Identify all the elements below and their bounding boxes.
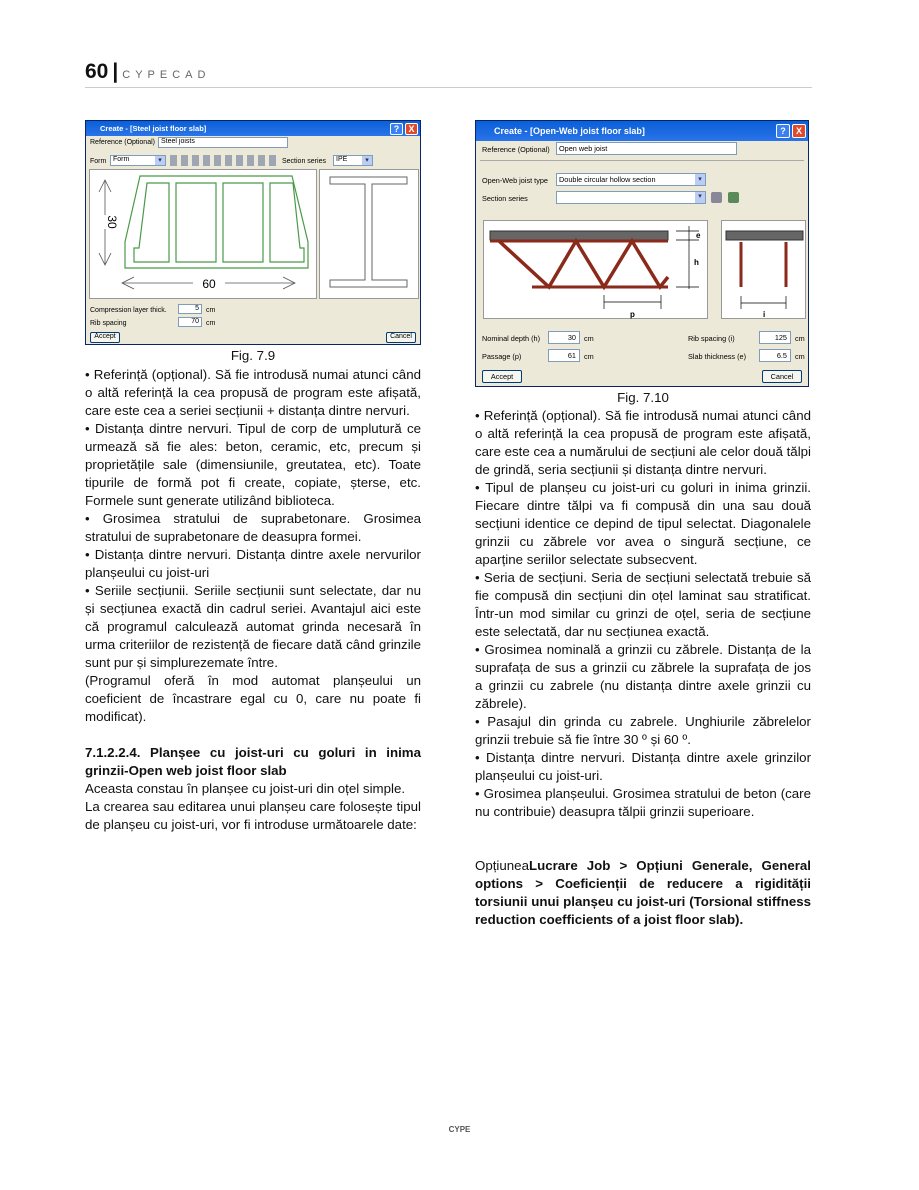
chevron-down-icon: ▾ — [362, 156, 372, 165]
paragraph: • Referință (opțional). Să fie introdusă numai atunci când o altă referință la cea propusă de program este afișată, care este cea a numărului de secțiuni ale celor două tălpi de grindă, seria secțiunii și distanța dintre nervuri. — [475, 408, 811, 477]
joist-type-value: Double circular hollow section — [559, 175, 656, 184]
compression-label: Compression layer thick. — [90, 307, 167, 314]
title-bar — [86, 121, 420, 136]
truss-drawing — [484, 221, 709, 320]
paragraph: Aceasta constau în planșee cu joist-uri din oțel simple. — [85, 781, 406, 796]
compression-unit: cm — [206, 307, 216, 314]
section-series-value: IPE — [336, 156, 348, 163]
passage-unit: cm — [584, 352, 594, 361]
paragraph: • Seria de secțiuni. Seria de secțiuni selectată trebuie să fie compusă din secțiuni din oțel laminat sau stratificat. Într-un mod similar cu grinzi de oțel, seria de secțiune este selectată, dar nu secțiunea exactă. — [475, 570, 811, 639]
paragraph: • Distanța dintre nervuri. Tipul de corp de umplutură ce urmează să fie ales: beton, ceramic, etc, precum și proprietățile sale (dimensiunile, greutatea, etc). Toate tipurile de formă pot fi create, copiate, șterse, etc. Formele sunt generate utilizând biblioteca. — [85, 421, 421, 508]
page-header — [85, 60, 812, 88]
section-series-select[interactable] — [333, 155, 373, 166]
section-series-label: Section series — [482, 194, 528, 203]
label-p: p — [630, 310, 635, 319]
rib-input[interactable]: 70 — [178, 317, 202, 327]
passage-input[interactable]: 61 — [548, 349, 580, 362]
paragraph: • Distanța dintre nervuri. Distanța dintre axele grinzilor planșeului cu joist-uri. — [475, 750, 811, 783]
title-bar — [476, 121, 808, 141]
chevron-down-icon: ▾ — [155, 156, 165, 165]
depth-unit: cm — [584, 334, 594, 343]
truss-elevation — [483, 220, 708, 319]
rib-spacing-unit: cm — [795, 334, 805, 343]
i-beam-drawing — [320, 170, 420, 300]
form-drawing — [90, 170, 318, 300]
left-column — [85, 366, 421, 834]
library-icon[interactable] — [728, 192, 739, 203]
option-path: Lucrare Job > Opțiuni Generale, General options > Coeficienții de reducere a rigidității torsiunii unui planșeu cu joist-uri (Torsional stiffness reduction coefficients of a joist floor slab). — [475, 858, 811, 927]
paragraph: (Programul oferă în mod automat planșeului un coeficient de încastrare egal cu 0, care nu poate fi modificat). — [85, 673, 421, 724]
paragraph: La crearea sau editarea unui planșeu care folosește tipul de planșeu cu joist-uri, vor fi introduse următoarele date: — [85, 799, 421, 832]
rib-spacing-label: Rib spacing (i) — [688, 334, 735, 343]
reference-label: Reference (Optional) — [482, 145, 550, 154]
divider — [480, 160, 804, 161]
slab-thickness-input[interactable]: 6.5 — [759, 349, 791, 362]
depth-label: Nominal depth (h) — [482, 334, 540, 343]
section-series-label: Section series — [282, 158, 326, 165]
section-preview — [319, 169, 419, 299]
cancel-button[interactable]: Cancel — [762, 370, 802, 383]
figure-caption: Fig. 7.10 — [617, 390, 669, 405]
reference-input[interactable]: Open web joist — [556, 142, 737, 155]
paragraph: • Seriile secțiunii. Seriile secțiunii sunt selectate, dar nu și secțiunea exactă din cadrul seriei. Avantajul aici este că programul calculează automat grinda necesară în urma criteriilor de rezistență de fiecare dată când grinzile sunt pur și simplurezemate între. — [85, 583, 421, 670]
toolbar-icons[interactable] — [170, 155, 278, 166]
right-column — [475, 407, 811, 929]
rib-spacing-input[interactable]: 125 — [759, 331, 791, 344]
help-button[interactable]: ? — [776, 124, 790, 138]
paragraph: • Tipul de planșeu cu joist-uri cu goluri in inima grinzii. Fiecare dintre tălpi va fi compusă din una sau două secțiuni identice ce depind de tipul selectat. Diagonalele grinzii cu zăbrele vor avea o singură secțiune, ce aparține seriilor selectate subsecvent. — [475, 480, 811, 567]
section-series-select[interactable] — [556, 191, 706, 204]
separator: | — [112, 60, 119, 83]
slab-thickness-label: Slab thickness (e) — [688, 352, 746, 361]
accept-button[interactable]: Accept — [482, 370, 522, 383]
paragraph: • Referință (opțional). Să fie introdusă numai atunci când o altă referință la cea propusă de program este afișată, care este cea a seriei secțiunii + distanța dintre nervuri. — [85, 367, 421, 418]
reference-label: Reference (Optional) — [90, 139, 155, 146]
compression-input[interactable]: 5 — [178, 304, 202, 314]
label-h: h — [694, 258, 699, 267]
paragraph: • Grosimea stratului de suprabetonare. Grosimea stratului de suprabetonare de deasupra formei. — [85, 511, 421, 544]
reference-input[interactable]: Steel joists — [158, 137, 288, 148]
label-i: i — [763, 310, 766, 319]
option-paragraph — [475, 857, 811, 929]
slab-thickness-unit: cm — [795, 352, 805, 361]
page-footer: CYPE — [448, 1125, 471, 1134]
depth-input[interactable]: 30 — [548, 331, 580, 344]
height-dimension: 30 — [105, 215, 119, 229]
accept-button[interactable]: Accept — [90, 332, 120, 343]
brand: CYPECAD — [122, 69, 211, 81]
form-label: Form — [90, 158, 107, 165]
cancel-button[interactable]: Cancel — [386, 332, 416, 343]
section-heading: 7.1.2.2.4. Planșee cu joist-uri cu goluri in inima grinzii-Open web joist floor slab — [85, 745, 421, 778]
steel-joist-dialog — [85, 120, 421, 345]
dialog-title: Create - [Open-Web joist floor slab] — [494, 126, 645, 136]
form-preview — [89, 169, 317, 299]
paragraph: • Distanța dintre nervuri. Distanța dintre axele nervurilor planșeului cu joist-uri — [85, 547, 421, 580]
figure-caption: Fig. 7.9 — [230, 348, 276, 363]
joist-type-label: Open-Web joist type — [482, 176, 548, 185]
passage-label: Passage (p) — [482, 352, 522, 361]
dialog-title: Create - [Steel joist floor slab] — [100, 124, 207, 133]
open-web-joist-dialog — [475, 120, 809, 387]
section-edit-icon[interactable] — [711, 192, 722, 203]
joist-type-select[interactable] — [556, 173, 706, 186]
truss-section-drawing — [722, 221, 807, 320]
label-e: e — [696, 231, 701, 240]
chevron-down-icon: ▾ — [695, 192, 705, 203]
truss-section — [721, 220, 806, 319]
form-value: Form — [113, 156, 130, 163]
help-button[interactable]: ? — [390, 123, 403, 135]
close-button[interactable]: X — [792, 124, 806, 138]
paragraph: • Grosimea planșeului. Grosimea stratului de beton (care nu contribuie) deasupra tălpii grinzii superioare. — [475, 786, 811, 819]
rib-unit: cm — [206, 320, 216, 327]
paragraph: • Grosimea nominală a grinzii cu zăbrele. Distanța de la suprafața de sus a grinzii cu zăbrele la suprafața de jos a grinzii cu zabrele (nu distanța dintre axele grinzii cu zăbrele). — [475, 642, 811, 711]
rib-label: Rib spacing — [90, 320, 127, 327]
form-select[interactable] — [110, 155, 166, 166]
paragraph: • Pasajul din grinda cu zabrele. Unghiurile zăbrelelor grinzii trebuie să fie între 30 º și 60 º. — [475, 714, 811, 747]
width-dimension: 60 — [202, 277, 216, 291]
close-button[interactable]: X — [405, 123, 418, 135]
page-number: 60 — [85, 60, 109, 83]
option-prefix: Opțiunea — [475, 858, 529, 873]
chevron-down-icon: ▾ — [695, 174, 705, 185]
